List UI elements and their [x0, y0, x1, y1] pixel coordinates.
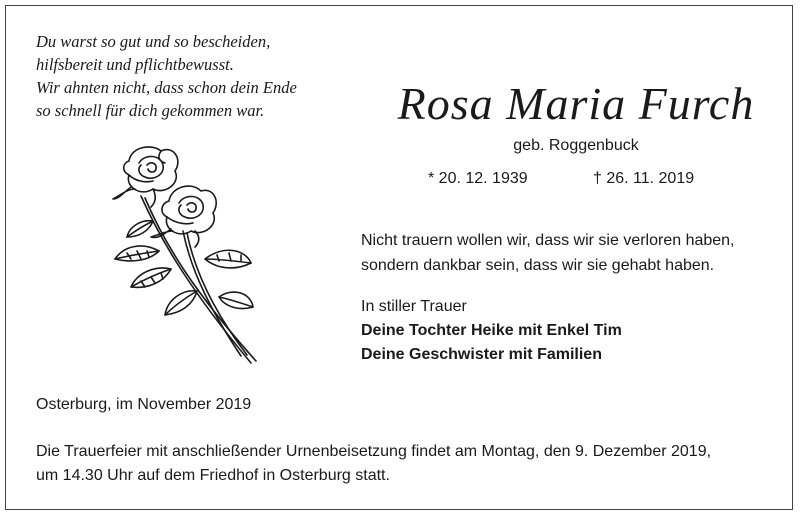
poem-line: Du warst so gut und so bescheiden,: [36, 32, 271, 51]
death-date: † 26. 11. 2019: [593, 170, 695, 187]
rose-illustration-icon: [101, 141, 271, 371]
mourner-siblings: Deine Geschwister mit Familien: [361, 346, 602, 363]
mourners-intro: In stiller Trauer: [361, 298, 467, 315]
poem-line: hilfsbereit und pflichtbewusst.: [36, 55, 234, 74]
maiden-name: geb. Roggenbuck: [513, 137, 639, 154]
funeral-info: [36, 440, 796, 488]
quote-line: sondern dankbar sein, dass wir sie gehabt haben.: [361, 257, 715, 274]
funeral-line: um 14.30 Uhr auf dem Friedhof in Osterburg statt.: [36, 467, 390, 484]
place-date: Osterburg, im November 2019: [36, 396, 252, 413]
obituary-notice: [5, 5, 793, 510]
poem-line: Wir ahnten nicht, dass schon dein Ende: [36, 78, 297, 97]
funeral-line: Die Trauerfeier mit anschließender Urnenbeisetzung findet am Montag, den 9. Dezember 2019,: [36, 443, 712, 460]
poem-line: so schnell für dich gekommen war.: [36, 101, 265, 120]
mourner-daughter: Deine Tochter Heike mit Enkel Tim: [361, 322, 622, 339]
memorial-quote: [361, 228, 791, 278]
mourners-block: [361, 295, 791, 367]
deceased-name: Rosa Maria Furch: [397, 78, 755, 129]
poem: [36, 30, 336, 122]
quote-line: Nicht trauern wollen wir, dass wir sie verloren haben,: [361, 232, 735, 249]
birth-date: * 20. 12. 1939: [428, 170, 528, 187]
